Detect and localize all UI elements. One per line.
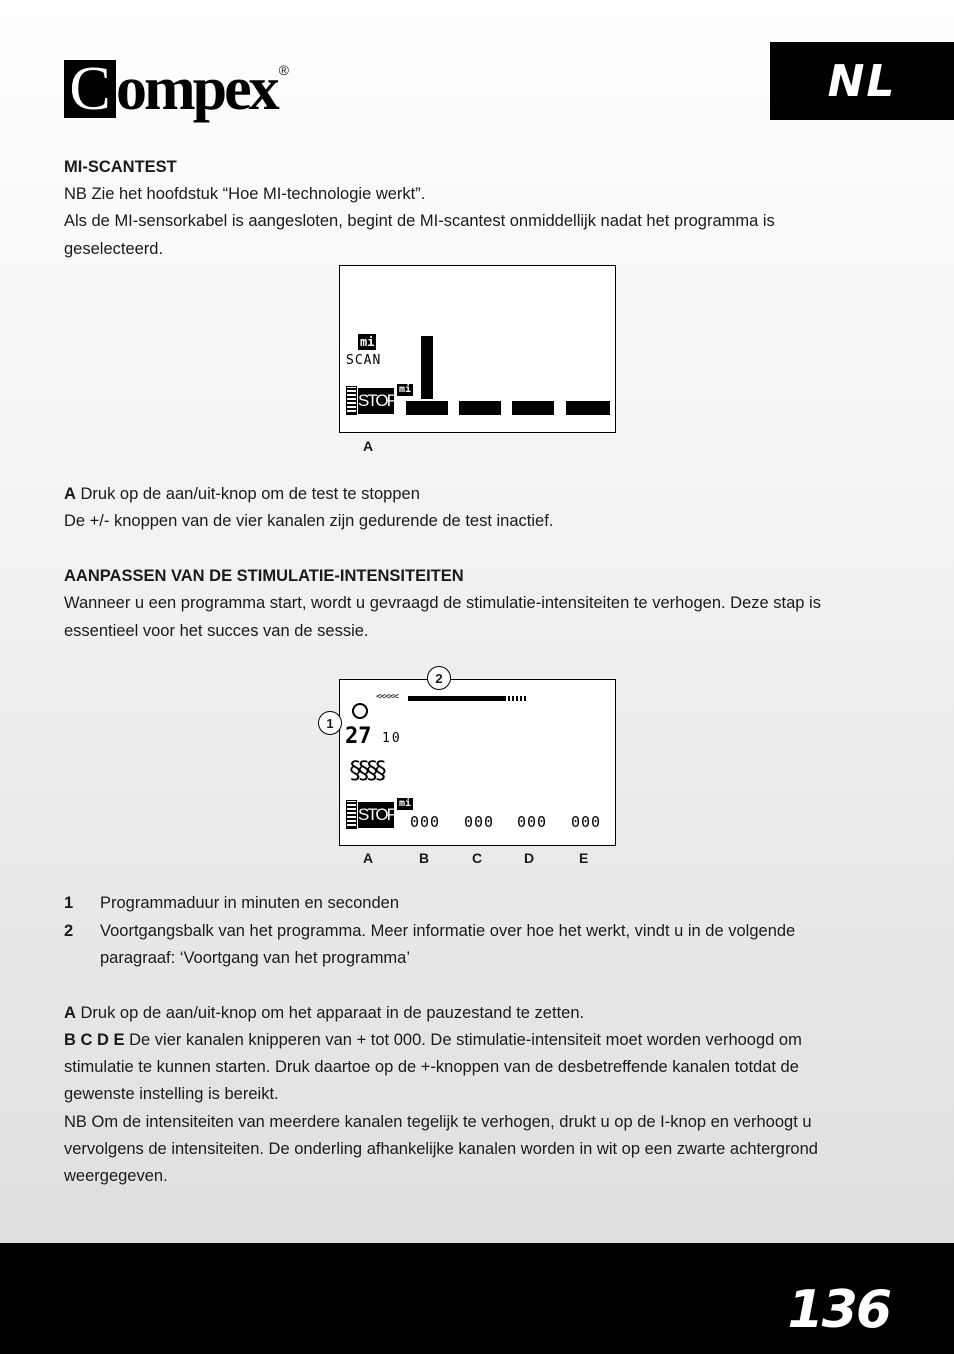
channel-c-value: 000 — [464, 813, 495, 831]
scan-bar-vertical — [421, 336, 433, 399]
clock-icon — [352, 703, 368, 719]
callout-1: 1 — [318, 711, 342, 735]
progress-remaining — [504, 696, 526, 701]
progress-bar — [408, 696, 504, 701]
bcde-text: De vier kanalen knipperen van + tot 000. De stimulatie-intensiteit moet worden verhoogd om — [124, 1031, 802, 1049]
channel-b-value: 000 — [410, 813, 441, 831]
section2-l2: stimulatie te kunnen starten. Druk daartoe op de +-knoppen van de desbetreffende kanalen totdat de — [64, 1058, 799, 1076]
screen2-label-e: E — [579, 850, 589, 866]
logo-registered: ® — [278, 62, 289, 78]
list-item-continuation: paragraaf: ‘Voortgang van het programma’ — [100, 949, 411, 967]
page-number: 136 — [787, 1280, 890, 1340]
screen2-label-b: B — [419, 850, 430, 866]
heat-waves-icon: §§§§ — [348, 756, 382, 784]
section2-p1b: essentieel voor het succes van de sessie. — [64, 622, 369, 640]
section2-l4: NB Om de intensiteiten van meerdere kanalen tegelijk te verhogen, drukt u op de I-knop en verhoogt u — [64, 1113, 812, 1131]
a-text: Druk op de aan/uit-knop om het apparaat in de pauzestand te zetten. — [75, 1004, 585, 1022]
a-key: A — [64, 1004, 76, 1022]
section2-title: AANPASSEN VAN DE STIMULATIE-INTENSITEITEN — [64, 567, 464, 585]
channel-bar-b — [406, 401, 448, 415]
section1-p1: NB Zie het hoofdstuk “Hoe MI-technologie werkt”. — [64, 185, 426, 203]
item-number: 1 — [64, 894, 74, 912]
mi-channel-badge: mi — [399, 798, 412, 809]
language-tab: NL — [770, 42, 954, 120]
channel-bar-d — [512, 401, 554, 415]
channel-bar-e — [566, 401, 610, 415]
item-text: Programmaduur in minuten en seconden — [100, 894, 400, 912]
screen2-label-d: D — [524, 850, 535, 866]
scan-label: SCAN — [346, 353, 382, 368]
item-text: Voortgangsbalk van het programma. Meer informatie over hoe het werkt, vindt u in de volgende — [100, 922, 796, 940]
logo-c: C — [64, 60, 116, 118]
section1-p3: De +/- knoppen van de vier kanalen zijn gedurende de test inactief. — [64, 512, 554, 530]
screen2-label-a: A — [363, 850, 374, 866]
stop-button-indicator: STOP — [358, 802, 394, 828]
channel-e-value: 000 — [571, 813, 602, 831]
a-key: A — [64, 485, 76, 503]
battery-icon — [346, 800, 357, 829]
mi-channel-badge: mi — [399, 384, 412, 395]
section2-l3: gewenste instelling is bereikt. — [64, 1085, 279, 1103]
compex-logo — [64, 46, 289, 123]
channel-d-value: 000 — [517, 813, 548, 831]
seconds-display: 10 — [382, 731, 402, 746]
section1-p2b: geselecteerd. — [64, 240, 164, 258]
section2-a-line — [64, 1000, 584, 1027]
mi-badge: mi — [360, 335, 375, 349]
bcde-key: B C D E — [64, 1031, 125, 1049]
intensity-screen — [339, 679, 616, 846]
section2-l5: vervolgens de intensiteiten. De onderling afhankelijke kanalen worden in wit op een zwarte achtergrond — [64, 1140, 818, 1158]
list-item — [64, 918, 795, 945]
channel-bar-c — [459, 401, 501, 415]
logo-text: ompex — [116, 55, 277, 123]
minutes-display: 27 — [345, 724, 372, 749]
screen1-label-a: A — [363, 438, 374, 454]
mi-scan-screen — [339, 265, 616, 433]
section1-a-line — [64, 481, 420, 508]
battery-icon — [346, 386, 357, 415]
screen2-label-c: C — [472, 850, 483, 866]
a-text: Druk op de aan/uit-knop om de test te stoppen — [75, 485, 420, 503]
list-item — [64, 890, 399, 917]
section2-bcde-line — [64, 1027, 802, 1054]
callout-2: 2 — [427, 666, 451, 690]
section1-title: MI-SCANTEST — [64, 158, 177, 176]
arrow-left-markers: <<<<< — [376, 692, 399, 702]
item-number: 2 — [64, 922, 74, 940]
stop-button-indicator: STOP — [358, 388, 394, 414]
section2-p1a: Wanneer u een programma start, wordt u gevraagd de stimulatie-intensiteiten te verhogen. Deze stap is — [64, 594, 821, 612]
section1-p2a: Als de MI-sensorkabel is aangesloten, begint de MI-scantest onmiddellijk nadat het programma is — [64, 212, 775, 230]
section2-l6: weergegeven. — [64, 1167, 168, 1185]
